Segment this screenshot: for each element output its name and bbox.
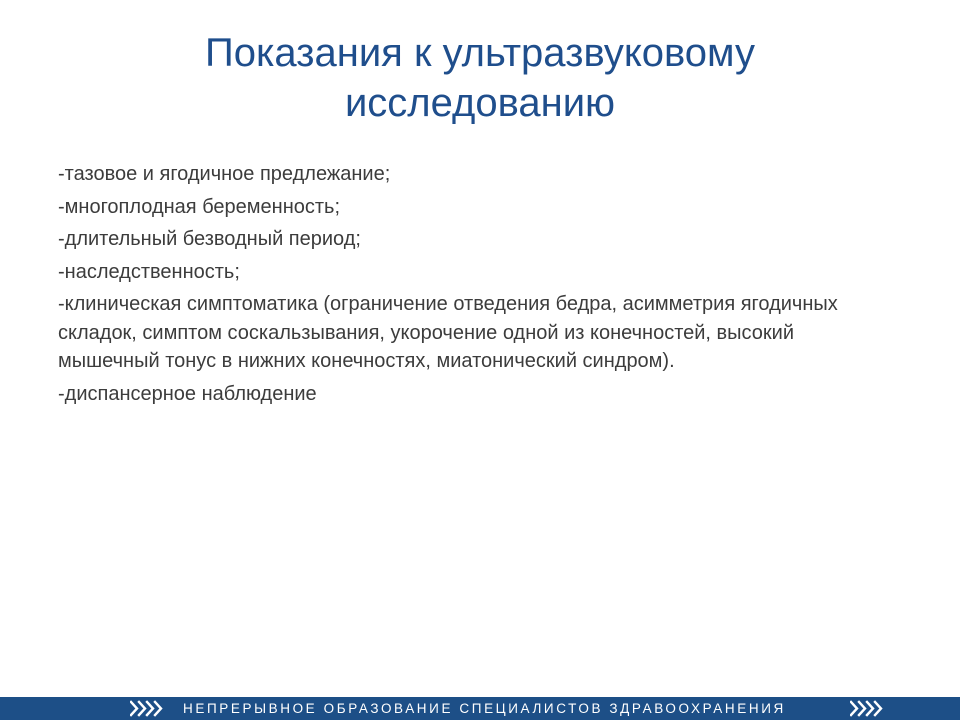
list-item: -диспансерное наблюдение xyxy=(58,382,317,405)
list-item: -длительный безводный период; xyxy=(58,228,361,250)
footer-bar xyxy=(0,697,960,720)
list-item: -наследственность; xyxy=(58,260,240,283)
list-item: -тазовое и ягодичное предлежание; xyxy=(58,163,391,185)
chevrons-right-icon xyxy=(130,700,164,717)
slide-title: Показания к ультразвуковому исследованию xyxy=(204,31,756,125)
list-item: -клиническая симптоматика (ограничение отведения бедра, асимметрия ягодичных складок, симптом соскальзывания, укорочение одной из конечностей, высокий мышечный тонус в нижних конечностях, миатонический синдром). xyxy=(58,293,838,372)
bullet-list xyxy=(58,160,888,412)
list-item: -многоплодная беременность; xyxy=(58,195,341,218)
chevrons-right-icon xyxy=(850,700,884,717)
footer-text: НЕПРЕРЫВНОЕ ОБРАЗОВАНИЕ СПЕЦИАЛИСТОВ ЗДРАВООХРАНЕНИЯ xyxy=(183,701,786,716)
